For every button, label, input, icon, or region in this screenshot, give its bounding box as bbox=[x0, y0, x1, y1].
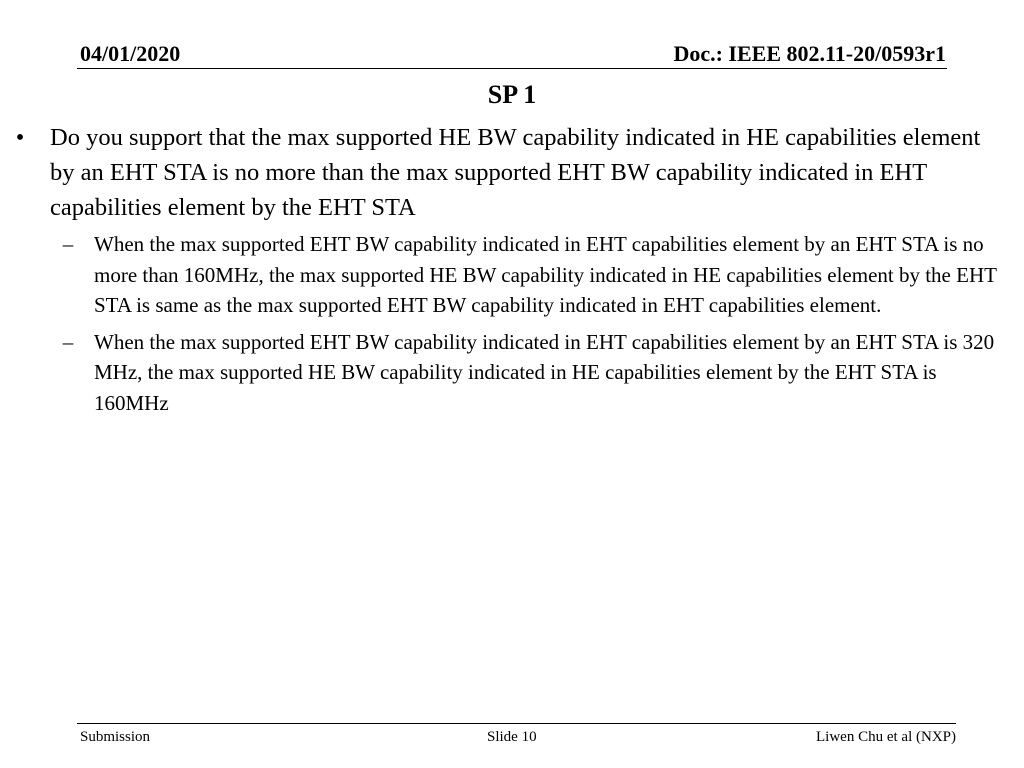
header-doc-id: Doc.: IEEE 802.11-20/0593r1 bbox=[673, 41, 946, 66]
sub-bullet bbox=[0, 327, 999, 419]
sub-bullet-marker: – bbox=[62, 329, 74, 354]
sub-bullet-text: When the max supported EHT BW capability indicated in EHT capabilities element by an EHT STA is no more than 160MHz, the max supported HE BW capability indicated in HE capabilities element by the EHT STA is same as the max supported EHT BW capability indicated in EHT capabilities element. bbox=[94, 232, 997, 317]
sub-bullet-text: When the max supported EHT BW capability indicated in EHT capabilities element by an EHT STA is 320 MHz, the max supported HE BW capability indicated in HE capabilities element by the EHT STA is 160MHz bbox=[94, 329, 995, 415]
sub-bullet-marker: – bbox=[62, 232, 74, 256]
footer-author: Liwen Chu et al (NXP) bbox=[816, 729, 956, 745]
main-bullet bbox=[0, 120, 1000, 225]
header-date: 04/01/2020 bbox=[80, 41, 181, 66]
sub-bullet bbox=[0, 229, 999, 321]
sub-bullet-list bbox=[0, 229, 1024, 418]
main-bullet-text: Do you support that the max supported HE BW capability indicated in HE capabilities element by an EHT STA is no more than the max supported EHT BW capability indicated in EHT capabilities element by the EHT STA bbox=[50, 124, 981, 221]
header-rule bbox=[77, 68, 947, 69]
footer-slide-number: Slide 10 bbox=[487, 729, 537, 745]
slide-body bbox=[0, 120, 1024, 424]
bullet-marker: • bbox=[15, 124, 25, 151]
footer-rule bbox=[77, 723, 956, 724]
footer-submission: Submission bbox=[80, 729, 151, 745]
slide-title: SP 1 bbox=[487, 80, 537, 109]
